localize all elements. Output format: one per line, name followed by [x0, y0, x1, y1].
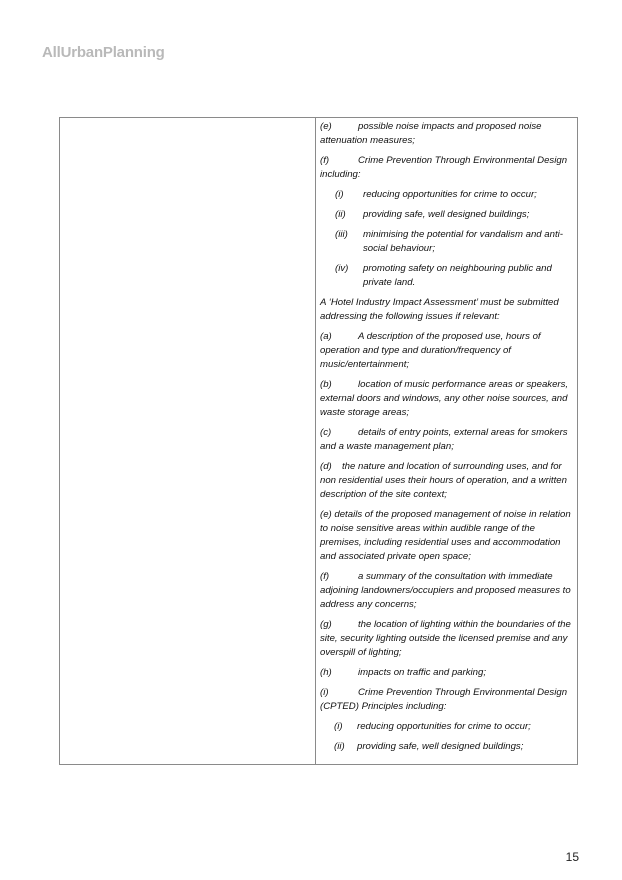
assessment-item-a: [320, 330, 572, 372]
sub-item: [320, 262, 572, 290]
sub-item-number: (i): [334, 721, 343, 732]
item-number: (g): [320, 619, 332, 630]
item-number: (a): [320, 331, 332, 342]
assessment-item-c: [320, 426, 572, 454]
sub-item-text: promoting safety on neighbouring public and private land.: [363, 263, 552, 288]
assessment-item-f: [320, 570, 572, 612]
item-text: impacts on traffic and parking;: [358, 667, 486, 678]
item-number: (e): [320, 121, 332, 132]
left-column-empty: [60, 118, 316, 764]
assessment-intro: A ‘Hotel Industry Impact Assessment’ must be submitted addressing the following issues if relevant:: [320, 297, 559, 322]
item-number: (b): [320, 379, 332, 390]
sub-item-text: providing safe, well designed buildings;: [357, 741, 524, 752]
assessment-item-d: [320, 460, 572, 502]
sub-item-number: (iii): [335, 229, 348, 240]
item-text: Crime Prevention Through Environmental Design (CPTED) Principles including:: [320, 687, 568, 712]
item-text: the nature and location of surrounding uses, and for non residential uses their hours of operation, and a written description of the site context;: [320, 461, 567, 500]
header-logo: AllUrbanPlanning: [42, 44, 165, 61]
sub-item: [320, 720, 572, 734]
item-text: details of entry points, external areas for smokers and a waste management plan;: [320, 427, 568, 452]
sub-item-text: providing safe, well designed buildings;: [363, 209, 530, 220]
assessment-item-e: (e) details of the proposed management of noise in relation to noise sensitive areas within audible range of the premises, including residential uses and accommodation and associated private open space;: [320, 509, 571, 562]
item-text: location of music performance areas or speakers, external doors and windows, any other noise sources, and waste storage areas;: [320, 379, 569, 418]
sub-item: [320, 188, 572, 202]
item-number: (d): [320, 461, 332, 472]
sub-item-number: (ii): [335, 209, 346, 220]
assessment-item-i: [320, 686, 572, 714]
assessment-item-g: [320, 618, 572, 660]
sub-item: [320, 208, 572, 222]
item-text: A description of the proposed use, hours of operation and type and duration/frequency of music/entertainment;: [320, 331, 541, 370]
content-table: [59, 117, 578, 765]
item-number: (f): [320, 155, 330, 166]
sub-item: [320, 228, 572, 256]
item-text: the location of lighting within the boundaries of the site, security lighting outside the licensed premise and any overspill of lighting;: [320, 619, 571, 658]
assessment-item-h: [320, 666, 572, 680]
paragraph-f-cpted: [320, 154, 572, 182]
assessment-item-b: [320, 378, 572, 420]
page-number: 15: [565, 850, 579, 864]
sub-item-number: (ii): [334, 741, 345, 752]
sub-item-number: (i): [335, 189, 344, 200]
item-text: possible noise impacts and proposed noise attenuation measures;: [320, 121, 542, 146]
sub-item-text: reducing opportunities for crime to occur;: [357, 721, 531, 732]
item-number: (f): [320, 571, 330, 582]
item-number: (h): [320, 667, 332, 678]
sub-item-text: minimising the potential for vandalism and anti-social behaviour;: [363, 229, 563, 254]
paragraph-e-noise: [320, 120, 572, 148]
right-column: [320, 120, 572, 760]
sub-item: [320, 740, 572, 754]
item-text: a summary of the consultation with immediate adjoining landowners/occupiers and proposed measures to address any concerns;: [320, 571, 571, 610]
item-number: (c): [320, 427, 332, 438]
item-number: (i): [320, 687, 329, 698]
sub-item-text: reducing opportunities for crime to occur;: [363, 189, 537, 200]
item-text: Crime Prevention Through Environmental Design including:: [320, 155, 568, 180]
sub-item-number: (iv): [335, 263, 349, 274]
